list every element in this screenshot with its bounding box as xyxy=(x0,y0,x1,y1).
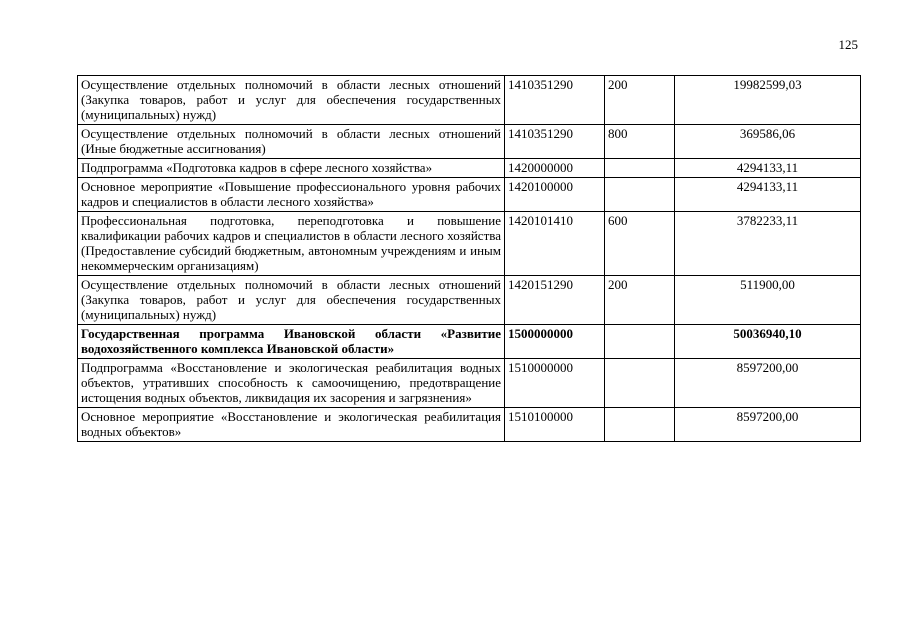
row-amount: 511900,00 xyxy=(675,276,861,325)
table-row xyxy=(78,125,861,159)
row-amount: 3782233,11 xyxy=(675,212,861,276)
row-amount: 8597200,00 xyxy=(675,359,861,408)
row-target-code: 1510000000 xyxy=(505,359,605,408)
row-amount: 50036940,10 xyxy=(675,325,861,359)
table-row xyxy=(78,408,861,442)
row-amount: 4294133,11 xyxy=(675,178,861,212)
row-expense-type: 800 xyxy=(605,125,675,159)
table-row-program-total xyxy=(78,325,861,359)
table-row xyxy=(78,76,861,125)
row-amount: 369586,06 xyxy=(675,125,861,159)
row-expense-type xyxy=(605,359,675,408)
row-target-code: 1420101410 xyxy=(505,212,605,276)
row-expense-type xyxy=(605,159,675,178)
row-target-code: 1510100000 xyxy=(505,408,605,442)
row-name: Осуществление отдельных полномочий в области лесных отношений (Иные бюджетные ассигнования) xyxy=(78,125,505,159)
row-name: Основное мероприятие «Повышение профессионального уровня рабочих кадров и специалистов в области лесного хозяйства» xyxy=(78,178,505,212)
row-name: Осуществление отдельных полномочий в области лесных отношений (Закупка товаров, работ и услуг для обеспечения государственных (муниципальных) нужд) xyxy=(78,276,505,325)
row-name: Подпрограмма «Восстановление и экологическая реабилитация водных объектов, утративших способность к самоочищению, предотвращение истощения водных объектов, ликвидация их засорения и загрязнения» xyxy=(78,359,505,408)
row-expense-type xyxy=(605,178,675,212)
table-row xyxy=(78,359,861,408)
row-expense-type xyxy=(605,408,675,442)
row-target-code: 1420151290 xyxy=(505,276,605,325)
row-amount: 8597200,00 xyxy=(675,408,861,442)
page-number: 125 xyxy=(838,37,858,52)
row-expense-type: 600 xyxy=(605,212,675,276)
row-target-code: 1420000000 xyxy=(505,159,605,178)
row-expense-type xyxy=(605,325,675,359)
table-row xyxy=(78,159,861,178)
row-name: Основное мероприятие «Восстановление и экологическая реабилитация водных объектов» xyxy=(78,408,505,442)
row-name: Осуществление отдельных полномочий в области лесных отношений (Закупка товаров, работ и услуг для обеспечения государственных (муниципальных) нужд) xyxy=(78,76,505,125)
row-amount: 19982599,03 xyxy=(675,76,861,125)
row-name: Профессиональная подготовка, переподготовка и повышение квалификации рабочих кадров и специалистов в области лесного хозяйства (Предоставление субсидий бюджетным, автономным учреждениям и иным некоммерческим организациям) xyxy=(78,212,505,276)
table-row xyxy=(78,178,861,212)
row-target-code: 1410351290 xyxy=(505,125,605,159)
budget-table xyxy=(77,75,861,442)
row-target-code: 1420100000 xyxy=(505,178,605,212)
table-row xyxy=(78,276,861,325)
row-expense-type: 200 xyxy=(605,76,675,125)
row-name: Государственная программа Ивановской области «Развитие водохозяйственного комплекса Ивановской области» xyxy=(78,325,505,359)
row-target-code: 1410351290 xyxy=(505,76,605,125)
table-row xyxy=(78,212,861,276)
row-expense-type: 200 xyxy=(605,276,675,325)
budget-table-body xyxy=(78,76,861,442)
row-target-code: 1500000000 xyxy=(505,325,605,359)
row-amount: 4294133,11 xyxy=(675,159,861,178)
row-name: Подпрограмма «Подготовка кадров в сфере лесного хозяйства» xyxy=(78,159,505,178)
